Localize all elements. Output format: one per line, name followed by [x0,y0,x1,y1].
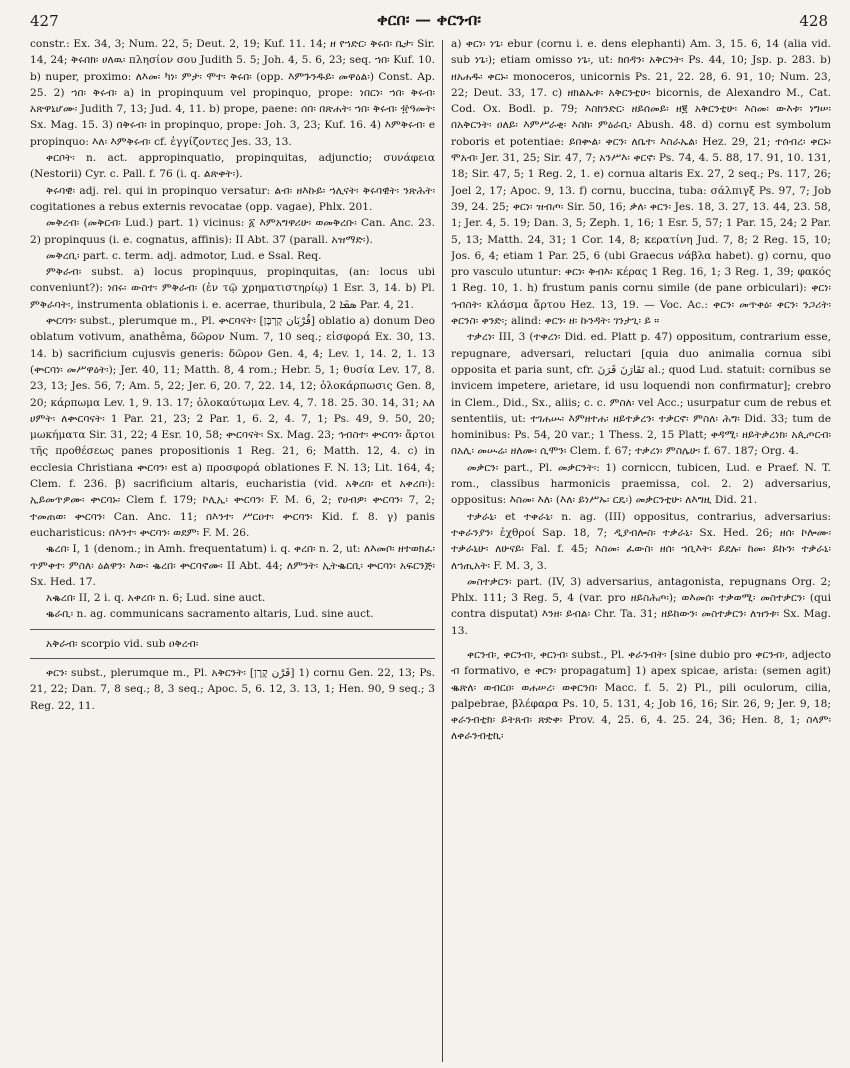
dictionary-entry: አቅራብ፡ scorpio vid. sub ዐቅረብ፡ [46,637,199,650]
dictionary-entry: ቅሩባዊ፡ adj. rel. qui in propinquo versatur: ልብ፡ ዘእኩይ፡ ኀሊናት፡ ቅሩባዊት፡ ንጽሕት፡ cogitationes a rebus externis revocatae (opp. vagae), Phlx. 201. [30,184,435,213]
page-number-right: 428 [799,12,828,30]
dictionary-entry: አቈረበ፡ II, 2 i. q. አቀረበ፡ n. 6; Lud. sine auct. [46,592,266,605]
dictionary-entry: ተቃራኒ፡ et ተቀራኒ፡ n. ag. (III) oppositus, contrarius, adversarius: ተቀራንያን፡ ἐχθροί Sap. 18, 7; ዲያብሎስ፡ ተቃራኒ፡ Sx. Hed. 26; ዘሰ፡ ኮሎሙ፡ ተቃራኒሁ፡ ለሁናይ፡ Fal. f. 45; እስመ፡ ፈውስ፡ ዘሰ፡ ኀቢእት፡ ይደሉ፡ ከመ፡ ይኩን፡ ተቃራኒ፡ ለኀጢአት፡ F. M. 3, 3. [451,510,831,572]
dictionary-entry: ቀርን፡ subst., plerumque m., Pl. አቅርንት፡ [קֶרֶן ‎قَرْن] 1) cornu Gen. 22, 13; Ps. 21, 22; Dan. 7, 8 seq.; 8, 3 seq.; Apoc. 5, 6. 12, 3. 13, 1; Hen. 90, 9 seq.; 3 Reg. 22, 11. [30,666,435,712]
section-spacer [451,639,831,647]
dictionary-entry: ቈራቢ፡ n. ag. communicans sacramento altaris, Lud. sine auct. [46,608,374,621]
dictionary-entry: ምቅራብ፡ subst. a) locus propinquus, propinquitas, (an: locus ubi conveniunt?): ነበሩ፡ ውስተ፡ ምቅራብ፡ (ἐν τῷ χρηματιστηρίῳ) 1 Esr. 3, 14. b) Pl. ምቅራባት፡, instrumenta oblationis i. e. acerrae, thuribula, ܣܡ̈ܐ 2 Par. 4, 21. [30,266,435,311]
dictionary-entry: መቅረብ፡ (መቅርብ፡ Lud.) part. 1) vicinus: ፩ እምአግዋሪሁ፡ ወመቅረቡ፡ Can. Anc. 23. 2) propinquus (i. e. cognatus, affinis): II Abt. 37 (parall. አዝማድ፡). [30,217,435,246]
section-rule [30,629,435,630]
section-rule [30,658,435,659]
dictionary-entry: constr.: Ex. 34, 3; Num. 22, 5; Deut. 2, 19; Kuf. 11. 14; ዘ የኀድር፡ ቅሩበ፡ ቤታ፡ Sir. 14, 24; ቅሩበክ፡ ሀለዉ፡ πλησίον σου Judith 5. 5; Joh. 4, 5. 6, 23; seq. ኀበ፡ Kuf. 10. b) nuper, proximo: ለእመ፡ ካነ፡ ምታ፡ ሞተ፡ ቅሩበ፡ (opp. እምጉንዱይ፡ መዋዕል፡) Const. Ap. 25. 2) ኀበ፡ ቅሩብ፡ a) in propinquum vel propinquo, prope: ነበርነ፡ ኀበ፡ ቅሩብ፡ አጽዋኒሆሙ፡ Judith 7, 13; Jud. 4, 11. b) prope, paene: ሰበ፡ በጽሐት፡ ኀበ፡ ቅሩብ፡ ፹ዓመት፡ Sx. Mag. 15. 3) በቅሩብ፡ in propinquo, prope: Joh. 3, 23; Kuf. 16. 4) እምቅሩብ፡ e propinquo: እለ፡ እምቅሩብ፡ cf. ἐγγίζοντες Jes. 33, 13. [30,38,435,148]
dictionary-entry: ቀርንብ፡, ቀርንብ፡, ቀርነብ፡ subst., Pl. ቀራንብት፡ [sine dubio pro ቀርንብ፡, adjecto ብ formativo, e ቀርን፡ propagatum] 1) apex spicae, arista: (semen agit) ቈጽለ፡ ወብርዐ፡ ወሐሠረ፡ ወቀርንበ፡ Macc. f. 5. 2) Pl., pili oculorum, cilia, palpebrae, βλέφαρα Ps. 10, 5. 131, 4; Job 16, 16; Sir. 26, 9; Jer. 9, 18; ቀራንብቲክ፡ ይትጸብ፡ ጽድቀ፡ Prov. 4, 25. 6, 4. 25. 24, 36; Hen. 8, 1; ስላም፡ ለቀራንብቲኪ፡ [451,648,831,743]
left-column [30,36,435,1064]
dictionary-entry: ቍርባን፡ subst., plerumque m., Pl. ቍርባናት፡ [קָרְבָּן ‎قُرْبَان] oblatio a) donum Deo oblatum votivum, anathêma, δῶρον Num. 7, 10 seq.; εἰσφορά Ex. 30, 13. 14. b) sacrificium cujusvis generis: δῶρον Gen. 4, 4; Lev. 1, 14. 2, 1. 13 (ቍርባነ፡ መሥዋዕት፡); Jer. 40, 11; Matth. 8, 4 rom.; Hebr. 5, 1; θυσία Lev. 17, 8. 23, 13; Jes. 56, 7; Am. 5, 22; Jer. 6, 20. 7, 22. 14, 12; ὁλοκάρπωσις Gen. 8, 20; κάρπωμα Lev. 1, 9. 13. 17; ὁλοκαύτωμα Lev. 4, 7. 18. 25. 30. 14, 31; አለ ሀምት፡ ለቍርባናት፡ 1 Par. 21, 23; 2 Par. 1, 6. 2, 4. 7, 1; Ps. 49, 9. 50, 20; μωκήματα Sir. 31, 22; 4 Esr. 10, 58; ቍርባናት፡ Sx. Mag. 23; ኅብስተ፡ ቍርባን፡ ἄρτοι τῆς προθέσεως panes propositionis 1 Reg. 21, 6; Matth. 12, 4. c) in ecclesia Christiana ቍርባን፡ est a) προσφορά oblationes F. N. 13; Lit. 164, 4; Clem. f. 236. β) sacrificium altaris, eucharistia (vid. አቅረበ፡ et አቀረበ፡): ኢይመጥዎሙ፡ ቍርባኑ፡ Clem f. 179; ኮሊኢ፡ ቍርባን፡ F. M. 6, 2; የሀብዎ፡ ቍርባን፡ 7, 2; ተመጠወ፡ ቍርባን፡ Can. Anc. 11; በእንተ፡ ሥርዐተ፡ ቍርባን፡ Kid. f. 8. γ) panis eucharisticus: በእንተ፡ ቍርባን፡ ወደም፡ F. M. 26. [30,315,435,539]
right-column [451,36,831,1064]
dictionary-entry: መቃርን፡ part., Pl. መቃርንት፡: 1) corniccn, tubicen, Lud. e Praef. N. T. rom., classibus harmonicis praemissa, col. 2. 2) adversarius, oppositus: እስመ፡ እለ፡ (እለ፡ ይነሥኡ፡ ርዴ፡) መቃርንቲሁ፡ ለእግዚ Did. 21. [451,461,831,507]
page-header [30,10,828,36]
column-divider [442,40,443,1062]
dictionary-entry: መስተቃርን፡ part. (IV, 3) adversarius, antagonista, repugnans Org. 2; Phlx. 111; 3 Reg. 5, 4 (var. pro ዘይስሕጦ፡); ወእመሰ፡ ተቃወሚ፡ መስተቃርን፡ (qui contra disputat) እንዘ፡ ይብል፡ Chr. Ta. 31; ዘይከውን፡ መስተቃርን፡ ለዝንቱ፡ Sx. Mag. 13. [451,575,831,637]
page-number-left: 427 [30,12,59,30]
dictionary-entry: ቀርቦት፡ n. act. appropinquatio, propinquitas, adjunctio; συνάφεια (Nestorii) Cyr. c. Pall. f. 76 (i. q. ልጽቀት፡). [30,152,435,181]
dictionary-entry: a) ቀርነ፡ ነጌ፡ ebur (cornu i. e. dens elephanti) Am. 3, 15. 6, 14 (alia vid. sub ነጌ፡); etiam omisso ነጌ፡, ut: ክበዳን፡ አቅርንት፡ Ps. 44, 10; Jsp. p. 283. b) ዘአሐዱ፡ ቀርኑ፡ monoceros, unicornis Ps. 21, 22. 28, 6. 91, 10; Num. 23, 22; Deut. 33, 17. c) ዘክልኤቱ፡ አቅርንቲሁ፡ bicornis, de Alexandro M., Cat. Cod. Ox. Bodl. p. 79; እስክንድር፡ ዘይሰመይ፡ ዘ፪ አቅርንቲሁ፡ እስመ፡ ውእቱ፡ ነግሠ፡ በአቅርንት፡ ዐለይ፡ እምሥራቂ፡ እስከ፡ ምዕራቢ፡ Abush. 48. d) cornu est symbolum roboris et potentiae: ይበቍል፡ ቀርን፡ ለቤተ፡ እስራኤል፡ Hez. 29, 21; ተሰብረ፡ ቀርኑ፡ ሞአብ፡ Jer. 31, 25; Sir. 47, 7; አንሥእ፡ ቀርኖ፡ Ps. 74, 4. 5. 88, 17. 91, 10. 131, 18; Sir. 47, 5; 1 Reg. 2, 1. e) cornua altaris Ex. 27, 2 seq.; Ps. 117, 26; Joel 2, 17; Apoc. 9, 13. f) cornu, buccina, tuba: σάλπιγξ Ps. 97, 7; Job 39, 24. 25; ቀርነ፡ ዝብጦ፡ Sir. 50, 16; ቃለ፡ ቀርን፡ Jes. 18, 3. 27, 13. 44, 23. 58, 1; Jer. 4, 5. 19; Dan. 3, 5; Zeph. 1, 16; 1 Esr. 5, 57; 1 Par. 15, 24; 2 Par. 5, 13; Matth. 24, 31; 1 Cor. 14, 8; κερατίνη Jud. 7, 8; 2 Reg. 15, 10; Jos. 6, 4; etiam 1 Par. 25, 6 (ubi Graecus νάβλα habet). g) cornu, quo pro vasculo utuntur: ቀርነ፡ ቅብእ፡ κέρας 1 Reg. 16, 1; 3 Reg. 1, 39; φακός 1 Reg. 10, 1. h) frustum panis cornu simile (de pane orbiculari): ቀርነ፡ ኅብስት፡ κλάσμα ἄρτου Hez. 13, 19. — Voc. Ac.: ቀርን፡ መጥቀዕ፡ ቀርን፡ ንጋሪት፡ ቀርንስ፡ ቀንድ፡; alind: ቀርን፡ ዘ፡ ኩንዳት፡ ገንታጊ፡ ይ ። [451,38,831,328]
dictionary-entry: ተቃረነ፡ III, 3 (ተቀረነ፡ Did. ed. Platt p. 47) oppositum, contrarium esse, repugnare, adversari, reluctari [quia duo animalia cornua sibi opposita et paria sunt, cfr. ‎قَرَنَ‎ ‎تَقَارَنَ al.; quod Lud. statuit: cornibus se invicem impetere, arietare, id usu loquendi non confirmatur]; crebro in Clem., Did., Sx., aliis; c. c. ምስለ፡ vel Acc.; usurpatur cum de rebus et sententiis, ut: ተገሐሡ፡ እምዘተሐ፡ ዘይተቃረን፡ ተቃርኖ፡ ምስለ፡ ሕግ፡ Did. 33; tum de hominibus: Ps. 54, 20 var.; 1 Thess. 2, 15 Platt; ቀዳሚ፡ ዘይትቃረነክ፡ አጲጦርብ፡ በአሊ፡ መሡሬ፡ ዘለሙ፡ ሲሞን፡ Clem. f. 67; ተቃረነ፡ ምስሌሁ፡ f. 67. 187; Org. 4. [451,331,831,458]
dictionary-entry: ቈረበ፡ I, 1 (denom.; in Amh. frequentatum) i. q. ቀረበ፡ n. 2, ut: ለእመቦ፡ ዘተወክፈ፡ ጥምቀተ፡ ምስለ፡ ዕልዋን፡ እው፡ ቈረበ፡ ቍርባኖሙ፡ II Abt. 44; ለምንት፡ ኢትቈርቢ፡ ቍርባነ፡ አፍርንጅ፡ Sx. Hed. 17. [30,543,435,588]
running-title: ቀርበ፡ — ቀርንብ፡ [376,10,482,29]
dictionary-entry: መቅረቢ፡ part. c. term. adj. admotor, Lud. e Ssal. Req. [46,249,322,262]
